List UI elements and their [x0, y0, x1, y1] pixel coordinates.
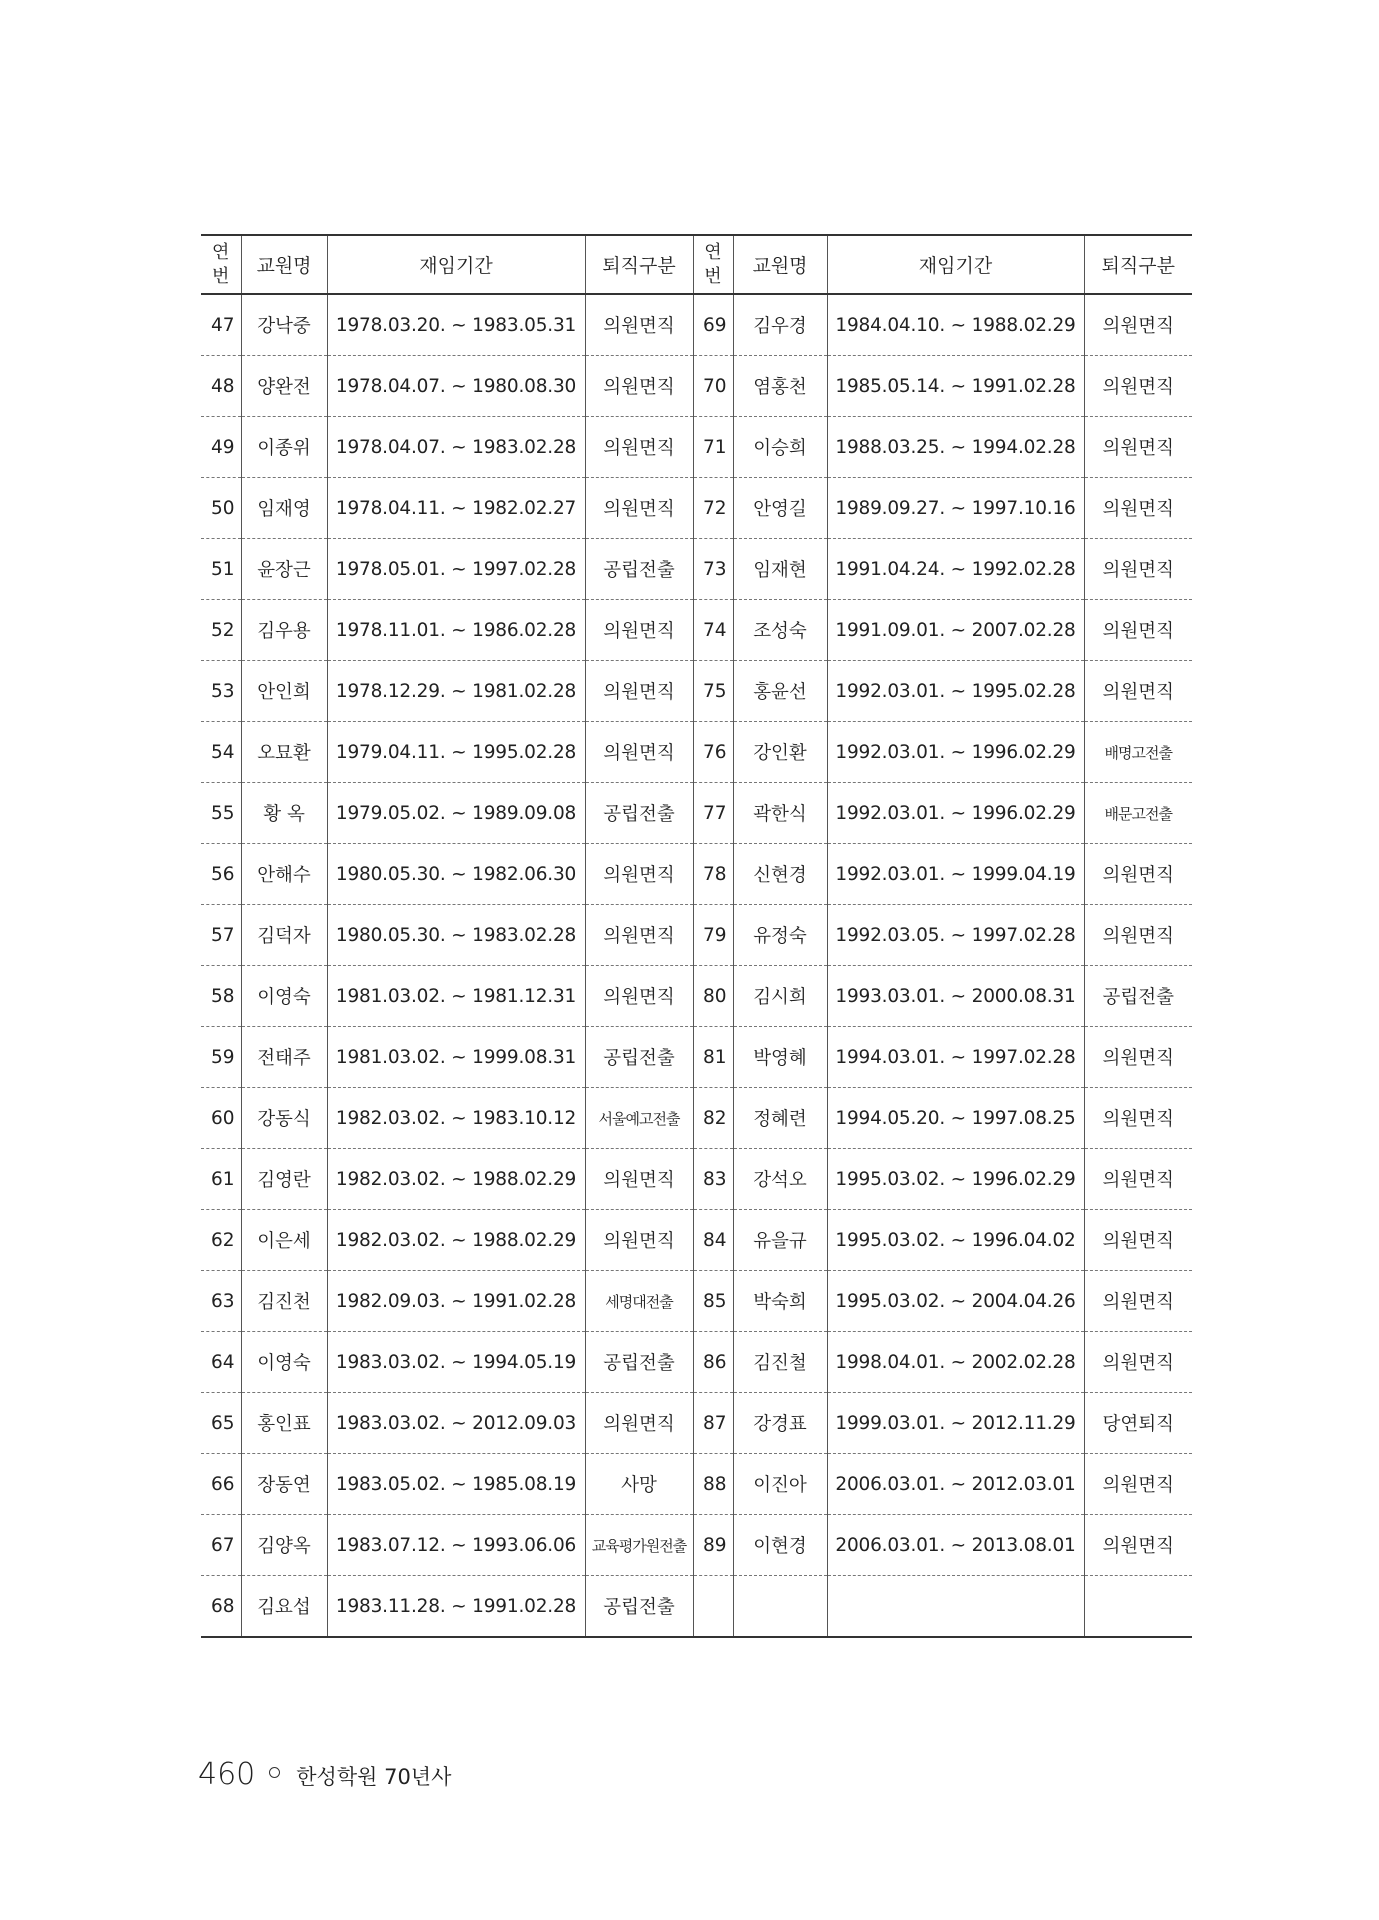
left-period-cell: 1983.11.28. ~ 1991.02.28	[327, 1576, 585, 1638]
left-period-cell: 1983.05.02. ~ 1985.08.19	[327, 1454, 585, 1515]
left-name-cell: 전태주	[241, 1027, 327, 1088]
right-period-cell: 1992.03.01. ~ 1996.02.29	[827, 722, 1084, 783]
right-period-cell: 1984.04.10. ~ 1988.02.29	[827, 294, 1084, 356]
left-name-cell: 이은세	[241, 1210, 327, 1271]
left-retirement-cell: 공립전출	[585, 783, 693, 844]
left-retirement-cell: 의원면직	[585, 417, 693, 478]
left-name-cell: 양완전	[241, 356, 327, 417]
right-period-cell: 1989.09.27. ~ 1997.10.16	[827, 478, 1084, 539]
page-footer	[198, 1757, 451, 1797]
left-name-cell: 홍인표	[241, 1393, 327, 1454]
right-retirement-cell: 의원면직	[1084, 539, 1192, 600]
right-name-cell: 김우경	[733, 294, 827, 356]
right-retirement-cell: 의원면직	[1084, 1271, 1192, 1332]
right-no-cell: 78	[693, 844, 733, 905]
right-no-cell	[693, 1576, 733, 1638]
right-no-cell: 88	[693, 1454, 733, 1515]
left-retirement-cell: 공립전출	[585, 1027, 693, 1088]
left-no-cell: 63	[201, 1271, 241, 1332]
left-retirement-cell: 교육평가원전출	[585, 1515, 693, 1576]
right-retirement-cell: 의원면직	[1084, 356, 1192, 417]
right-name-cell: 안영길	[733, 478, 827, 539]
left-name-cell: 이영숙	[241, 1332, 327, 1393]
header-no-label: 연 번	[704, 241, 722, 287]
header-period-right: 재임기간	[827, 235, 1084, 294]
left-retirement-cell: 의원면직	[585, 1210, 693, 1271]
table-row	[201, 783, 1192, 844]
right-name-cell: 조성숙	[733, 600, 827, 661]
right-no-cell: 69	[693, 294, 733, 356]
table-row	[201, 722, 1192, 783]
table-row	[201, 661, 1192, 722]
table-row	[201, 1210, 1192, 1271]
header-name-left: 교원명	[241, 235, 327, 294]
table-row	[201, 1149, 1192, 1210]
right-period-cell: 1985.05.14. ~ 1991.02.28	[827, 356, 1084, 417]
bullet-circle-icon	[269, 1767, 280, 1778]
right-period-cell: 1998.04.01. ~ 2002.02.28	[827, 1332, 1084, 1393]
left-no-cell: 59	[201, 1027, 241, 1088]
right-no-cell: 70	[693, 356, 733, 417]
right-retirement-cell: 의원면직	[1084, 661, 1192, 722]
table-body	[201, 294, 1192, 1637]
right-no-cell: 89	[693, 1515, 733, 1576]
left-name-cell: 황 옥	[241, 783, 327, 844]
left-retirement-cell: 의원면직	[585, 294, 693, 356]
header-no-right	[693, 235, 733, 294]
right-name-cell: 유을규	[733, 1210, 827, 1271]
table-row	[201, 1393, 1192, 1454]
header-no-left	[201, 235, 241, 294]
left-name-cell: 윤장근	[241, 539, 327, 600]
header-row	[201, 235, 1192, 294]
right-period-cell: 1999.03.01. ~ 2012.11.29	[827, 1393, 1084, 1454]
right-no-cell: 87	[693, 1393, 733, 1454]
left-no-cell: 65	[201, 1393, 241, 1454]
right-period-cell: 1995.03.02. ~ 2004.04.26	[827, 1271, 1084, 1332]
right-name-cell: 이진아	[733, 1454, 827, 1515]
left-retirement-cell: 의원면직	[585, 1149, 693, 1210]
left-period-cell: 1983.03.02. ~ 1994.05.19	[327, 1332, 585, 1393]
right-no-cell: 74	[693, 600, 733, 661]
left-no-cell: 51	[201, 539, 241, 600]
left-name-cell: 강동식	[241, 1088, 327, 1149]
left-no-cell: 54	[201, 722, 241, 783]
left-retirement-cell: 의원면직	[585, 478, 693, 539]
left-no-cell: 49	[201, 417, 241, 478]
right-name-cell: 홍윤선	[733, 661, 827, 722]
left-name-cell: 김우용	[241, 600, 327, 661]
left-period-cell: 1980.05.30. ~ 1983.02.28	[327, 905, 585, 966]
left-name-cell: 장동연	[241, 1454, 327, 1515]
right-period-cell: 1994.05.20. ~ 1997.08.25	[827, 1088, 1084, 1149]
right-no-cell: 84	[693, 1210, 733, 1271]
left-name-cell: 김영란	[241, 1149, 327, 1210]
left-retirement-cell: 의원면직	[585, 356, 693, 417]
right-no-cell: 82	[693, 1088, 733, 1149]
right-name-cell: 강인환	[733, 722, 827, 783]
right-no-cell: 72	[693, 478, 733, 539]
right-name-cell: 곽한식	[733, 783, 827, 844]
book-title: 한성학원 70년사	[296, 1765, 452, 1789]
table-row	[201, 294, 1192, 356]
left-name-cell: 이영숙	[241, 966, 327, 1027]
table-row	[201, 1027, 1192, 1088]
right-period-cell: 2006.03.01. ~ 2012.03.01	[827, 1454, 1084, 1515]
left-period-cell: 1982.03.02. ~ 1988.02.29	[327, 1210, 585, 1271]
left-period-cell: 1983.03.02. ~ 2012.09.03	[327, 1393, 585, 1454]
right-retirement-cell: 의원면직	[1084, 905, 1192, 966]
right-name-cell: 이승희	[733, 417, 827, 478]
left-no-cell: 50	[201, 478, 241, 539]
table-row	[201, 539, 1192, 600]
left-name-cell: 안해수	[241, 844, 327, 905]
left-name-cell: 이종위	[241, 417, 327, 478]
right-retirement-cell: 의원면직	[1084, 1027, 1192, 1088]
header-period-left: 재임기간	[327, 235, 585, 294]
left-period-cell: 1978.05.01. ~ 1997.02.28	[327, 539, 585, 600]
right-period-cell	[827, 1576, 1084, 1638]
left-no-cell: 56	[201, 844, 241, 905]
right-name-cell: 임재현	[733, 539, 827, 600]
left-period-cell: 1978.03.20. ~ 1983.05.31	[327, 294, 585, 356]
table-row	[201, 1271, 1192, 1332]
right-no-cell: 85	[693, 1271, 733, 1332]
left-retirement-cell: 공립전출	[585, 1332, 693, 1393]
right-retirement-cell: 의원면직	[1084, 1088, 1192, 1149]
left-name-cell: 강낙중	[241, 294, 327, 356]
left-name-cell: 김양옥	[241, 1515, 327, 1576]
right-retirement-cell: 의원면직	[1084, 1149, 1192, 1210]
right-period-cell: 1993.03.01. ~ 2000.08.31	[827, 966, 1084, 1027]
left-no-cell: 58	[201, 966, 241, 1027]
right-period-cell: 1995.03.02. ~ 1996.02.29	[827, 1149, 1084, 1210]
right-name-cell: 강경표	[733, 1393, 827, 1454]
right-name-cell: 김시희	[733, 966, 827, 1027]
header-retirement-left: 퇴직구분	[585, 235, 693, 294]
right-no-cell: 86	[693, 1332, 733, 1393]
left-retirement-cell: 의원면직	[585, 661, 693, 722]
right-name-cell: 박숙희	[733, 1271, 827, 1332]
left-period-cell: 1978.04.11. ~ 1982.02.27	[327, 478, 585, 539]
left-name-cell: 김덕자	[241, 905, 327, 966]
left-retirement-cell: 의원면직	[585, 966, 693, 1027]
page-number: 460	[198, 1757, 256, 1792]
left-period-cell: 1978.04.07. ~ 1983.02.28	[327, 417, 585, 478]
left-no-cell: 61	[201, 1149, 241, 1210]
right-retirement-cell: 의원면직	[1084, 417, 1192, 478]
left-retirement-cell: 서울예고전출	[585, 1088, 693, 1149]
teacher-roster-table	[201, 234, 1192, 1638]
right-retirement-cell: 의원면직	[1084, 600, 1192, 661]
right-period-cell: 1988.03.25. ~ 1994.02.28	[827, 417, 1084, 478]
table-header	[201, 235, 1192, 294]
right-name-cell: 강석오	[733, 1149, 827, 1210]
left-period-cell: 1982.03.02. ~ 1988.02.29	[327, 1149, 585, 1210]
left-period-cell: 1983.07.12. ~ 1993.06.06	[327, 1515, 585, 1576]
left-no-cell: 57	[201, 905, 241, 966]
right-period-cell: 1992.03.01. ~ 1999.04.19	[827, 844, 1084, 905]
left-retirement-cell: 세명대전출	[585, 1271, 693, 1332]
right-no-cell: 81	[693, 1027, 733, 1088]
right-retirement-cell: 공립전출	[1084, 966, 1192, 1027]
right-retirement-cell: 배문고전출	[1084, 783, 1192, 844]
left-name-cell: 안인희	[241, 661, 327, 722]
right-retirement-cell	[1084, 1576, 1192, 1638]
left-retirement-cell: 의원면직	[585, 905, 693, 966]
left-no-cell: 67	[201, 1515, 241, 1576]
right-period-cell: 1994.03.01. ~ 1997.02.28	[827, 1027, 1084, 1088]
right-name-cell: 정혜련	[733, 1088, 827, 1149]
left-retirement-cell: 의원면직	[585, 722, 693, 783]
right-period-cell: 1991.09.01. ~ 2007.02.28	[827, 600, 1084, 661]
right-no-cell: 71	[693, 417, 733, 478]
left-retirement-cell: 의원면직	[585, 844, 693, 905]
right-retirement-cell: 배명고전출	[1084, 722, 1192, 783]
right-name-cell	[733, 1576, 827, 1638]
right-period-cell: 1995.03.02. ~ 1996.04.02	[827, 1210, 1084, 1271]
table-row	[201, 1515, 1192, 1576]
left-name-cell: 김진천	[241, 1271, 327, 1332]
right-name-cell: 염홍천	[733, 356, 827, 417]
left-period-cell: 1981.03.02. ~ 1999.08.31	[327, 1027, 585, 1088]
right-period-cell: 1992.03.01. ~ 1996.02.29	[827, 783, 1084, 844]
table-row	[201, 1332, 1192, 1393]
left-no-cell: 47	[201, 294, 241, 356]
right-name-cell: 유정숙	[733, 905, 827, 966]
right-no-cell: 73	[693, 539, 733, 600]
right-retirement-cell: 의원면직	[1084, 1210, 1192, 1271]
left-no-cell: 55	[201, 783, 241, 844]
table-row	[201, 1454, 1192, 1515]
left-period-cell: 1981.03.02. ~ 1981.12.31	[327, 966, 585, 1027]
right-no-cell: 79	[693, 905, 733, 966]
left-no-cell: 66	[201, 1454, 241, 1515]
table-row	[201, 600, 1192, 661]
left-retirement-cell: 공립전출	[585, 1576, 693, 1638]
right-retirement-cell: 의원면직	[1084, 294, 1192, 356]
right-retirement-cell: 당연퇴직	[1084, 1393, 1192, 1454]
right-period-cell: 1991.04.24. ~ 1992.02.28	[827, 539, 1084, 600]
right-period-cell: 1992.03.01. ~ 1995.02.28	[827, 661, 1084, 722]
right-no-cell: 80	[693, 966, 733, 1027]
right-retirement-cell: 의원면직	[1084, 1332, 1192, 1393]
left-period-cell: 1978.11.01. ~ 1986.02.28	[327, 600, 585, 661]
left-period-cell: 1979.04.11. ~ 1995.02.28	[327, 722, 585, 783]
left-retirement-cell: 공립전출	[585, 539, 693, 600]
right-period-cell: 1992.03.05. ~ 1997.02.28	[827, 905, 1084, 966]
right-period-cell: 2006.03.01. ~ 2013.08.01	[827, 1515, 1084, 1576]
left-no-cell: 62	[201, 1210, 241, 1271]
left-retirement-cell: 의원면직	[585, 600, 693, 661]
left-period-cell: 1978.04.07. ~ 1980.08.30	[327, 356, 585, 417]
left-name-cell: 김요섭	[241, 1576, 327, 1638]
right-name-cell: 김진철	[733, 1332, 827, 1393]
right-no-cell: 76	[693, 722, 733, 783]
right-name-cell: 이현경	[733, 1515, 827, 1576]
header-retirement-right: 퇴직구분	[1084, 235, 1192, 294]
left-no-cell: 60	[201, 1088, 241, 1149]
left-period-cell: 1982.03.02. ~ 1983.10.12	[327, 1088, 585, 1149]
left-no-cell: 52	[201, 600, 241, 661]
right-retirement-cell: 의원면직	[1084, 478, 1192, 539]
table-row	[201, 417, 1192, 478]
right-retirement-cell: 의원면직	[1084, 1515, 1192, 1576]
left-retirement-cell: 의원면직	[585, 1393, 693, 1454]
table-row	[201, 844, 1192, 905]
right-name-cell: 신현경	[733, 844, 827, 905]
left-period-cell: 1980.05.30. ~ 1982.06.30	[327, 844, 585, 905]
left-no-cell: 68	[201, 1576, 241, 1638]
header-no-label: 연 번	[212, 241, 230, 287]
table-row	[201, 966, 1192, 1027]
left-no-cell: 64	[201, 1332, 241, 1393]
table-row	[201, 905, 1192, 966]
left-period-cell: 1982.09.03. ~ 1991.02.28	[327, 1271, 585, 1332]
left-period-cell: 1978.12.29. ~ 1981.02.28	[327, 661, 585, 722]
right-retirement-cell: 의원면직	[1084, 844, 1192, 905]
right-retirement-cell: 의원면직	[1084, 1454, 1192, 1515]
table-row	[201, 478, 1192, 539]
header-name-right: 교원명	[733, 235, 827, 294]
left-name-cell: 임재영	[241, 478, 327, 539]
left-name-cell: 오묘환	[241, 722, 327, 783]
right-no-cell: 83	[693, 1149, 733, 1210]
left-no-cell: 48	[201, 356, 241, 417]
table-row	[201, 1088, 1192, 1149]
right-name-cell: 박영혜	[733, 1027, 827, 1088]
left-retirement-cell: 사망	[585, 1454, 693, 1515]
table-row	[201, 1576, 1192, 1638]
left-period-cell: 1979.05.02. ~ 1989.09.08	[327, 783, 585, 844]
left-no-cell: 53	[201, 661, 241, 722]
right-no-cell: 75	[693, 661, 733, 722]
table-row	[201, 356, 1192, 417]
right-no-cell: 77	[693, 783, 733, 844]
